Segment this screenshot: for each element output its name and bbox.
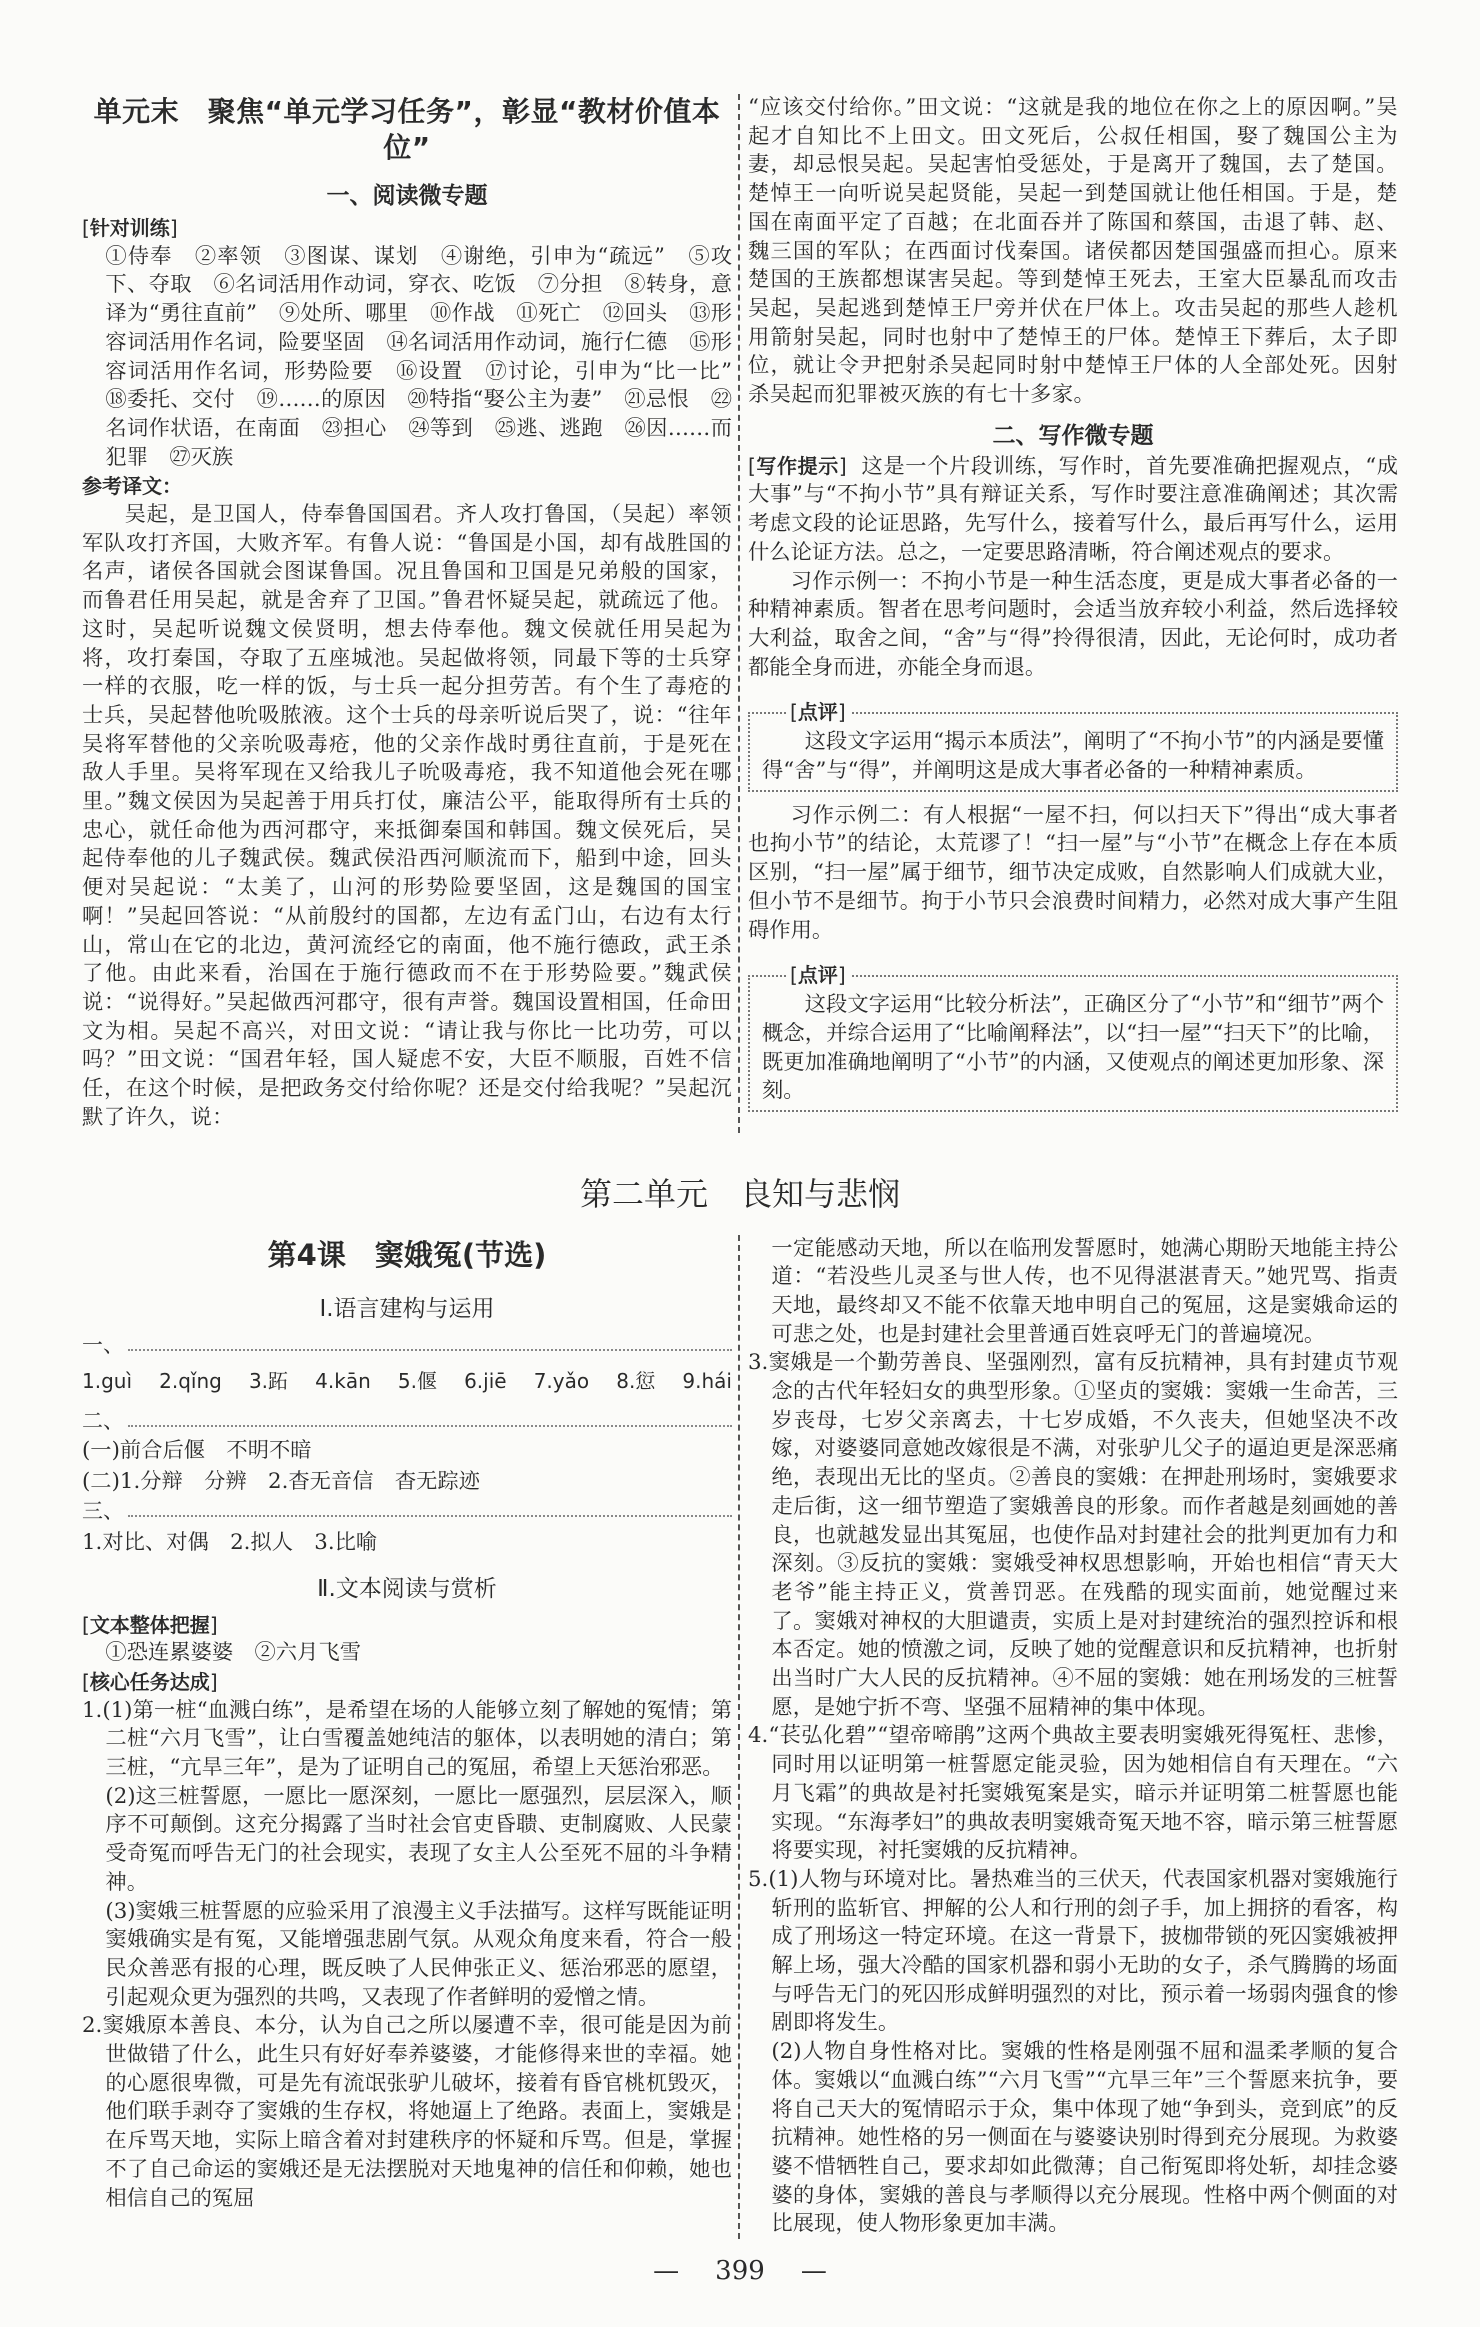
unit-end-right-column [748,94,1398,1133]
training-answers: ①侍奉 ②率领 ③图谋、谋划 ④谢绝，引申为“疏远” ⑤攻下、夺取 ⑥名词活用作动词，穿衣、吃饭 ⑦分担 ⑧转身，意译为“勇往直前” ⑨处所、哪里 ⑩作战 ⑪死亡 ⑫回头 ⑬形容词活用作名词，险要坚固 ⑭名词活用作动词，施行仁德 ⑮形容词活用作名词，形势险要 ⑯设置 ⑰讨论，引申为“比一比” ⑱委托、交付 ⑲……的原因 ⑳特指“娶公主为妻” ㉑忌恨 ㉒名词作状语，在南面 ㉓担心 ㉔等到 ㉕逃、逃跑 ㉖因……而犯罪 ㉗灭族 [105,243,754,470]
column-divider-bottom [738,1235,740,2240]
example-1-label: 习作示例一： [790,568,921,594]
writing-example-1 [748,568,1398,683]
page-number [0,2255,1480,2287]
dotted-rule [128,1349,732,1351]
answer-item: 4.“苌弘化碧”“望帝啼鹃”这两个典故主要表明窦娥死得冤枉、悲惨，同时用以证明第一桩誓愿定能灵验，因为她相信自有天理在。“六月飞霜”的典故是衬托窦娥冤案是实，暗示并证明第二桩誓愿也能实现。“东海孝妇”的典故表明窦娥奇冤天地不容，暗示第三桩誓愿将要实现，衬托窦娥的反抗精神。 [748,1723,1398,1864]
comment-2-text: 这段文字运用“比较分析法”，正确区分了“小节”和“细节”两个概念，并综合运用了“比喻阐释法”，以“扫一屋”“扫天下”的比喻，既更加准确地阐明了“小节”的内涵，又使观点的阐述更加形象、深刻。 [762,992,1384,1104]
q1-number: 一、 [82,1332,124,1357]
q2-number: 二、 [82,1408,124,1433]
writing-tip [748,452,1398,568]
unit-end-title: 单元末 聚焦“单元学习任务”，彰显“教材价值本位” [93,95,721,164]
lesson-title: 第4课 窦娥冤(节选) [267,1237,547,1272]
pinyin-answer: 2.qǐng [159,1368,222,1393]
answer-item: 5.(1)人物与环境对比。暑热难当的三伏天，代表国家机器对窦娥施行斩刑的监斩官、押解的公人和行刑的刽子手，加上拥挤的看客，构成了刑场这一特定环境。在这一背景下，披枷带锁的死囚窦娥被押解上场，强大冷酷的国家机器和弱小无助的女子，杀气腾腾的场面与呼告无门的死囚形成鲜明强烈的对比，预示着一场弱肉强食的惨剧即将发生。 [748,1866,1398,2036]
q3-answer: 1.对比、对偶 2.拟人 3.比喻 [82,1529,378,1555]
pinyin-answer: 6.jiē [464,1368,507,1393]
lesson-right-column [748,1235,1398,2240]
part-2-heading: Ⅱ.文本阅读与赏析 [317,1575,497,1602]
pinyin-answer: 1.guì [82,1368,133,1393]
pinyin-answer: 7.yǎo [533,1368,590,1393]
pinyin-answer: 9.hái [682,1368,732,1393]
training-label: [ 针对训练 ] [82,214,732,243]
pinyin-answer: 4.kān [315,1368,371,1393]
unit-end-section [0,94,1480,1133]
answer-item: (2)这三桩誓愿，一愿比一愿深刻，一愿比一愿强烈，层层深入，顺序不可颠倒。这充分揭露了当时社会官吏昏聩、吏制腐败、人民蒙受奇冤而呼告无门的社会现实，表现了女主人公至死不屈的斗争精神。 [105,1783,732,1895]
comment-label-2: [ 点评 ] [786,961,850,989]
example-2-label: 习作示例二： [790,802,923,828]
question-1-label [82,1331,732,1359]
reference-translation-label: 参考译文： [82,474,182,499]
unit-two-theme: 良知与悲悯 [740,1174,901,1213]
unit-two-number: 第二单元 [579,1174,708,1213]
answer-item: 2.窦娥原本善良、本分，认为自己之所以屡遭不幸，很可能是因为前世做错了什么，此生只有好好奉养婆婆，才能修得来世的幸福。她的心愿很卑微，可是先有流氓张驴儿破坏，接着有昏官桃杌毁灭，他们联手剥夺了窦娥的生存权，将她逼上了绝路。表面上，窦娥是在斥骂天地，实际上暗含着对封建秩序的怀疑和斥骂。但是，掌握不了自己命运的窦娥还是无法摆脱对天地鬼神的信任和仰赖，她也相信自己的冤屈 [82,2013,732,2211]
part-1-heading: Ⅰ.语言建构与运用 [319,1295,495,1322]
q3-number: 三、 [82,1498,124,1523]
answer-item: 一定能感动天地，所以在临刑发誓愿时，她满心期盼天地能主持公道：“若没些儿灵圣与世人传，也不见得湛湛青天。”她咒骂、指责天地，最终却又不能不依靠天地申明自己的冤屈，这是窦娥命运的可悲之处，也是封建社会里普通百姓哀呼无门的普遍境况。 [771,1235,1398,1347]
column-divider-top [738,94,740,1133]
comment-1-text: 这段文字运用“揭示本质法”，阐明了“不拘小节”的内涵是要懂得“舍”与“得”，并阐明这是成大事者必备的一种精神素质。 [762,729,1384,784]
lesson-left-column [82,1235,732,2240]
page-dash-left: — [653,2256,680,2287]
writing-tip-label: [ 写作提示 ] [748,454,847,478]
pinyin-answer: 5.偃 [397,1368,437,1393]
lesson-section [0,1235,1480,2240]
pinyin-answer: 8.愆 [616,1368,656,1393]
q2-answer-line: (二)1.分辩 分辨 2.杳无音信 杳无踪迹 [82,1468,481,1494]
answer-item: 1.(1)第一桩“血溅白练”，是希望在场的人能够立刻了解她的冤情；第二桩“六月飞雪”，让白雪覆盖她纯洁的躯体，以表明她的清白；第三桩，“亢旱三年”，是为了证明自己的冤屈，希望上天惩治邪恶。 [82,1697,732,1781]
comment-label-1: [ 点评 ] [786,698,850,726]
example-2-text: 有人根据“一屋不扫，何以扫天下”得出“成大事者也拘小节”的结论，太荒谬了！“扫一屋”与“小节”在概念上存在本质区别，“扫一屋”属于细节，细节决定成败，自然影响人们成就大业，但小节不是细节。拘于小节只会浪费时间精力，必然对成大事产生阻碍作用。 [748,802,1398,943]
unit-end-left-column [82,94,754,1133]
unit-two-heading [0,1173,1480,1215]
comment-box-1 [748,700,1398,791]
pinyin-answers [82,1359,732,1403]
question-3-label [82,1497,732,1525]
pinyin-answer: 3.跖 [248,1368,289,1393]
dotted-rule [128,1425,732,1427]
page-dash-right: — [800,2256,827,2287]
q2-answer-line: (一)前合后偃 不明不暗 [82,1437,312,1463]
core-task-label: [ 核心任务达成 ] [82,1668,732,1697]
writing-tip-text: 这是一个片段训练，写作时，首先要准确把握观点，“成大事”与“不拘小节”具有辩证关系，写作时要注意准确阐述；其次需考虑文段的论证思路，先写什么，接着写什么，最后再写什么，运用什么论证方法。总之，一定要思路清晰，符合阐述观点的要求。 [748,453,1399,565]
writing-example-2 [748,802,1398,946]
writing-section-heading: 二、写作微专题 [992,422,1154,449]
answer-item: 3.窦娥是一个勤劳善良、坚强刚烈，富有反抗精神，具有封建贞节观念的古代年轻妇女的典型形象。①坚贞的窦娥：窦娥一生命苦，三岁丧母，七岁父亲离去，十七岁成婚，不久丧夫，但她坚决不改嫁，对婆婆同意她改嫁很是不满，对张驴儿父子的逼迫更是深恶痛绝，表现出无比的坚贞。②善良的窦娥：在押赴刑场时，窦娥要求走后街，这一细节塑造了窦娥善良的形象。而作者越是刻画她的善良，也就越发显出其冤屈，也使作品对封建社会的批判更加有力和深刻。③反抗的窦娥：窦娥受神权思想影响，开始也相信“青天大老爷”能主持正义，赏善罚恶。在残酷的现实面前，她觉醒过来了。窦娥对神权的大胆谴责，实质上是对封建统治的强烈控诉和根本否定。她的愤激之词，反映了她的觉醒意识和反抗精神，也折射出当时广大人民的反抗精神。④不屈的窦娥：她在刑场发的三桩誓愿，是她宁折不弯、坚强不屈精神的集中体现。 [748,1350,1398,1720]
reference-translation-text: 吴起，是卫国人，侍奉鲁国国君。齐人攻打鲁国，（吴起）率领军队攻打齐国，大败齐军。有鲁人说：“鲁国是小国，却有战胜国的名声，诸侯各国就会图谋鲁国。况且鲁国和卫国是兄弟般的国家，而鲁君任用吴起，就是舍弃了卫国。”鲁君怀疑吴起，就疏远了他。这时，吴起听说魏文侯贤明，想去侍奉他。魏文侯就任用吴起为将，攻打秦国，夺取了五座城池。吴起做将领，同最下等的士兵穿一样的衣服，吃一样的饭，与士兵一起分担劳苦。有个生了毒疮的士兵，吴起替他吮吸脓液。这个士兵的母亲听说后哭了，说：“往年吴将军替他的父亲吮吸毒疮，他的父亲作战时勇往直前，于是死在敌人手里。吴将军现在又给我儿子吮吸毒疮，我不知道他会死在哪里。”魏文侯因为吴起善于用兵打仗，廉洁公平，能取得所有士兵的忠心，就任命他为西河郡守，来抵御秦国和韩国。魏文侯死后，吴起侍奉他的儿子魏武侯。魏武侯沿西河顺流而下，船到中途，回头便对吴起说：“太美了，山河的形势险要坚固，这是魏国的国宝啊！”吴起回答说：“从前殷纣的国都，左边有孟门山，右边有太行山，常山在它的北边，黄河流经它的南面，他不施行德政，武王杀了他。由此来看，治国在于施行德政而不在于形势险要。”魏武侯说：“说得好。”吴起做西河郡守，很有声誉。魏国设置相国，任命田文为相。吴起不高兴，对田文说：“请让我与你比一比功劳，可以吗？”田文说：“国君年轻，国人疑虑不安，大臣不顺服，百姓不信任，在这个时候，是把政务交付给你呢？还是交付给我呢？”吴起沉默了许久，说： [82,502,732,1130]
example-1-text: 不拘小节是一种生活态度，更是成大事者必备的一种精神素质。智者在思考问题时，会适当放弃较小利益，然后选择较大利益，取舍之间，“舍”与“得”拎得很清，因此，无论何时，成功者都能全身而进，亦能全身而退。 [748,568,1398,680]
reference-translation-continued: “应该交付给你。”田文说：“这就是我的地位在你之上的原因啊。”吴起才自知比不上田文。田文死后，公叔任相国，娶了魏国公主为妻，却忌恨吴起。吴起害怕受惩处，于是离开了魏国，去了楚国。楚悼王一向听说吴起贤能，吴起一到楚国就让他任相国。于是，楚国在南面平定了百越；在北面吞并了陈国和蔡国，击退了韩、赵、魏三国的军队；在西面讨伐秦国。诸侯都因楚国强盛而担心。原来楚国的王族都想谋害吴起。等到楚悼王死去，王室大臣暴乱而攻击吴起，吴起逃到楚悼王尸旁并伏在尸体上。攻击吴起的那些人趁机用箭射吴起，同时也射中了楚悼王的尸体。楚悼王下葬后，太子即位，就让令尹把射杀吴起同时射中楚悼王尸体的人全部处死。因射杀吴起而犯罪被灭族的有七十多家。 [748,95,1398,408]
answer-item: (2)人物自身性格对比。窦娥的性格是刚强不屈和温柔孝顺的复合体。窦娥以“血溅白练”“六月飞雪”“亢旱三年”三个誓愿来抗争，要将自己天大的冤情昭示于众，集中体现了她“争到头，竞到底”的反抗精神。她性格的另一侧面在与婆婆诀别时得到充分展现。为救婆婆不惜牺牲自己，要求却如此微薄；自己衔冤即将处斩，却挂念婆婆的身体，窦娥的善良与孝顺得以充分展现。性格中两个侧面的对比展现，使人物形象更加丰满。 [771,2039,1398,2237]
dotted-rule [128,1515,732,1517]
page-number-value: 399 [715,2256,765,2287]
question-2-label [82,1407,732,1435]
answer-item: (3)窦娥三桩誓愿的应验采用了浪漫主义手法描写。这样写既能证明窦娥确实是有冤，又能增强悲剧气氛。从观众角度来看，符合一般民众善恶有报的心理，既反映了人民伸张正义、惩治邪恶的愿望，引起观众更为强烈的共鸣，又表现了作者鲜明的爱憎之情。 [105,1898,732,2010]
overall-grasp-label: [ 文本整体把握 ] [82,1611,732,1640]
comment-box-2 [748,963,1398,1112]
overall-grasp-answer: ①恐连累婆婆 ②六月飞雪 [105,1640,361,1666]
reading-section-heading: 一、阅读微专题 [326,183,488,209]
